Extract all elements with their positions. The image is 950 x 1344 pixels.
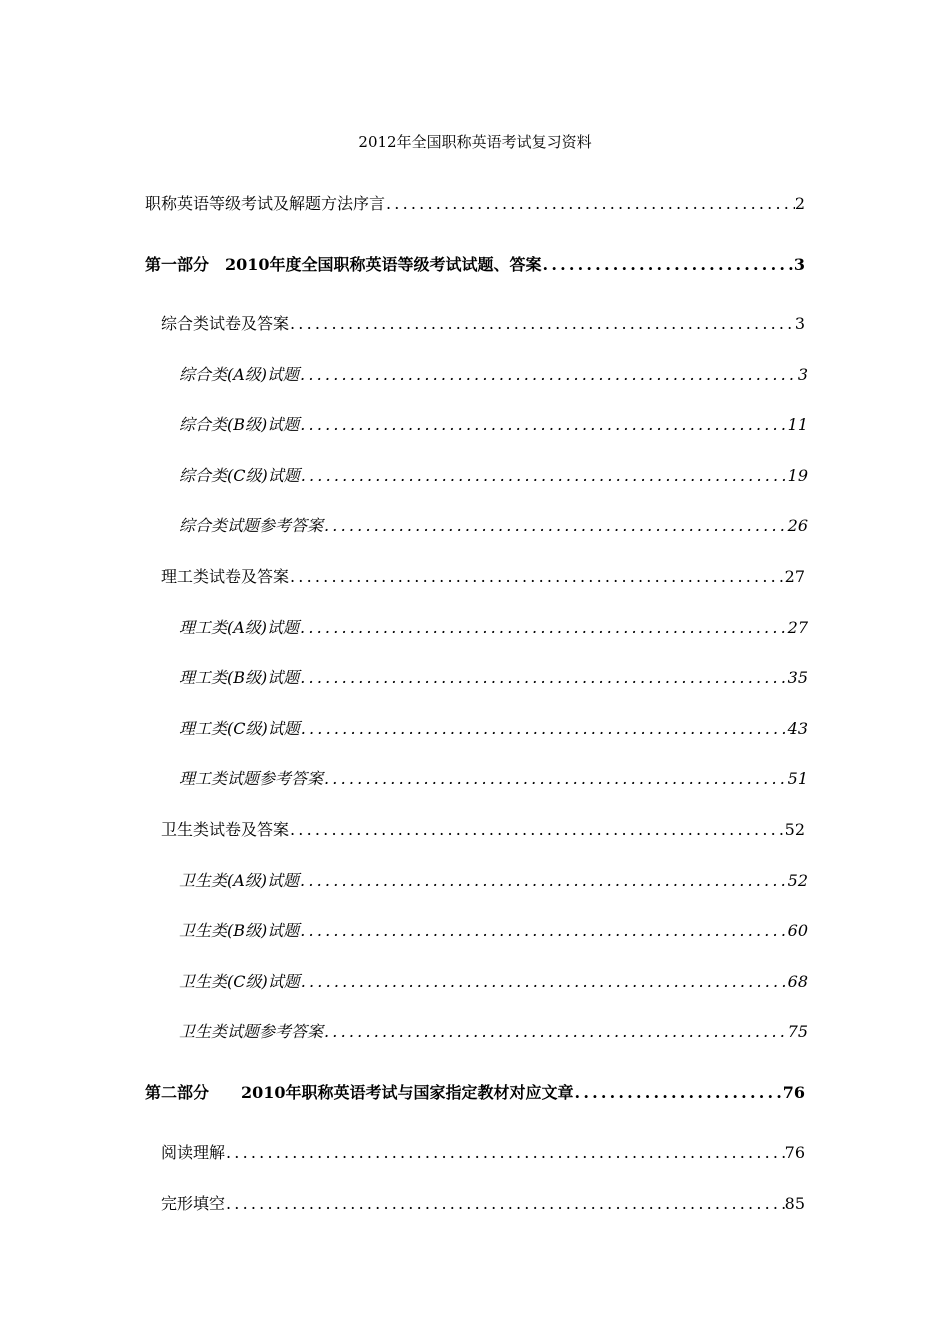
toc-label: 阅读理解 <box>161 1143 226 1162</box>
toc-entry-science-answers[interactable] <box>179 766 808 789</box>
toc-entry-comprehensive-a[interactable] <box>179 362 808 385</box>
toc-entry-preface[interactable] <box>145 191 805 214</box>
toc-label: 卫生类(C级)试题 <box>179 972 300 991</box>
dot-leader <box>386 194 795 213</box>
toc-page-number: 11 <box>787 415 808 434</box>
toc-entry-comprehensive-c[interactable] <box>179 463 808 486</box>
dot-leader <box>226 1143 785 1162</box>
dot-leader <box>301 972 788 991</box>
toc-page-number: 85 <box>784 1194 805 1213</box>
toc-entry-part-one[interactable] <box>145 252 805 275</box>
toc-label: 卫生类试题参考答案 <box>179 1022 324 1041</box>
toc-page-number: 52 <box>784 820 805 839</box>
toc-entry-health-c[interactable] <box>179 969 808 992</box>
dot-leader <box>324 516 788 535</box>
toc-label: 职称英语等级考试及解题方法序言 <box>145 194 386 213</box>
toc-entry-health-a[interactable] <box>179 868 808 891</box>
toc-entry-science[interactable] <box>161 564 805 587</box>
dot-leader <box>575 1083 783 1102</box>
dot-leader <box>290 314 795 333</box>
toc-page-number: 2 <box>794 194 805 213</box>
toc-entry-science-a[interactable] <box>179 615 808 638</box>
toc-entry-health-b[interactable] <box>179 918 808 941</box>
toc-page-number: 75 <box>787 1022 808 1041</box>
dot-leader <box>543 255 794 274</box>
dot-leader <box>301 466 788 485</box>
toc-label: 第二部分 2010年职称英语考试与国家指定教材对应文章 <box>145 1083 574 1102</box>
toc-page-number: 52 <box>787 871 808 890</box>
toc-label: 综合类(C级)试题 <box>179 466 300 485</box>
dot-leader <box>300 871 788 890</box>
toc-label: 理工类(C级)试题 <box>179 719 300 738</box>
toc-entry-comprehensive-b[interactable] <box>179 412 808 435</box>
dot-leader <box>300 668 787 687</box>
toc-label: 第一部分 2010年度全国职称英语等级考试试题、答案 <box>145 255 542 274</box>
toc-entry-health-answers[interactable] <box>179 1019 808 1042</box>
dot-leader <box>301 719 788 738</box>
dot-leader <box>300 921 787 940</box>
toc-entry-science-c[interactable] <box>179 716 808 739</box>
toc-page-number: 27 <box>787 618 808 637</box>
toc-label: 综合类试卷及答案 <box>161 314 290 333</box>
toc-page-number: 19 <box>787 466 808 485</box>
toc-page-number: 76 <box>784 1143 805 1162</box>
toc-label: 理工类(A级)试题 <box>179 618 300 637</box>
dot-leader <box>324 769 788 788</box>
toc-entry-comprehensive[interactable] <box>161 311 805 334</box>
toc-label: 理工类(B级)试题 <box>179 668 300 687</box>
toc-page-number: 43 <box>787 719 808 738</box>
toc-page-number: 51 <box>787 769 808 788</box>
dot-leader <box>300 415 787 434</box>
toc-entry-part-two[interactable] <box>145 1080 805 1103</box>
toc-entry-health[interactable] <box>161 817 805 840</box>
toc-label: 综合类(A级)试题 <box>179 365 300 384</box>
toc-page-number: 3 <box>797 365 808 384</box>
toc-page-number: 27 <box>784 567 805 586</box>
dot-leader <box>290 820 785 839</box>
page-title: 2012年全国职称英语考试复习资料 <box>358 133 592 151</box>
toc-page-number: 35 <box>787 668 808 687</box>
toc-entry-cloze[interactable] <box>161 1191 805 1214</box>
toc-page-number: 60 <box>787 921 808 940</box>
toc-label: 理工类试卷及答案 <box>161 567 290 586</box>
toc-page-number: 68 <box>787 972 808 991</box>
toc-label: 卫生类试卷及答案 <box>161 820 290 839</box>
toc-page-number: 76 <box>782 1083 805 1102</box>
toc-label: 理工类试题参考答案 <box>179 769 324 788</box>
dot-leader <box>324 1022 788 1041</box>
toc-entry-comprehensive-answers[interactable] <box>179 513 808 536</box>
toc-page-number: 3 <box>794 314 805 333</box>
toc-label: 综合类试题参考答案 <box>179 516 324 535</box>
toc-label: 卫生类(A级)试题 <box>179 871 300 890</box>
dot-leader <box>300 365 798 384</box>
dot-leader <box>226 1194 785 1213</box>
toc-label: 完形填空 <box>161 1194 226 1213</box>
dot-leader <box>300 618 788 637</box>
toc-page-number: 26 <box>787 516 808 535</box>
toc-label: 卫生类(B级)试题 <box>179 921 300 940</box>
toc-entry-science-b[interactable] <box>179 665 808 688</box>
dot-leader <box>290 567 785 586</box>
toc-entry-reading[interactable] <box>161 1140 805 1163</box>
toc-page-number: 3 <box>793 255 805 274</box>
toc-label: 综合类(B级)试题 <box>179 415 300 434</box>
